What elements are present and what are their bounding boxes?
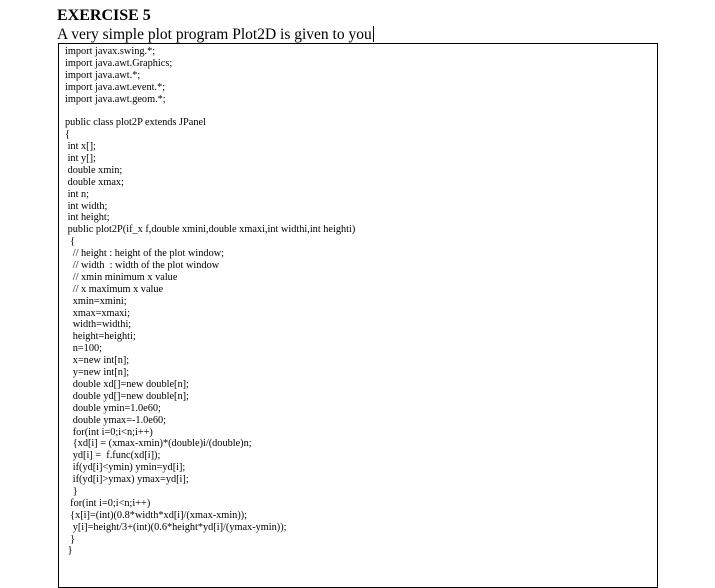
code-line: for(int i=0;i<n;i++): [65, 497, 151, 509]
code-line: double xd[]=new double[n];: [65, 378, 189, 390]
code-line: import java.awt.Graphics;: [65, 57, 173, 69]
code-line: {: [65, 129, 70, 141]
code-line: int x[];: [65, 141, 96, 153]
code-line: int width;: [65, 200, 108, 212]
code-line: }: [65, 545, 73, 557]
code-line: if(yd[i]>ymax) ymax=yd[i];: [65, 474, 189, 486]
code-line: // xmin minimum x value: [65, 271, 178, 283]
code-line: int y[];: [65, 153, 96, 165]
code-line: y=new int[n];: [65, 367, 130, 379]
exercise-heading: EXERCISE 5: [57, 7, 151, 24]
code-line: double xmax;: [65, 176, 124, 188]
code-line: n=100;: [65, 343, 102, 355]
code-line: double ymax=-1.0e60;: [65, 414, 167, 426]
code-line: double xmin;: [65, 164, 123, 176]
code-line: // width : width of the plot window: [65, 260, 220, 272]
text-cursor: [373, 26, 374, 42]
code-line: import java.awt.geom.*;: [65, 93, 166, 105]
code-line: }: [65, 533, 76, 545]
code-listing: [65, 46, 355, 557]
code-line: width=widthi;: [65, 319, 132, 331]
code-line: yd[i] = f.func(xd[i]);: [65, 450, 161, 462]
code-line: import java.awt.event.*;: [65, 81, 166, 93]
code-line: height=heighti;: [65, 331, 136, 343]
code-line: for(int i=0;i<n;i++): [65, 426, 153, 438]
code-line: import javax.swing.*;: [65, 46, 156, 57]
code-line: if(yd[i]<ymin) ymin=yd[i];: [65, 462, 186, 474]
code-line: double ymin=1.0e60;: [65, 402, 161, 414]
code-line: import java.awt.*;: [65, 69, 141, 81]
code-line: double yd[]=new double[n];: [65, 390, 189, 402]
code-line: [65, 105, 355, 117]
code-line: {: [65, 236, 76, 248]
code-line: }: [65, 485, 78, 497]
intro-text: [57, 25, 374, 45]
code-line: // height : height of the plot window;: [65, 248, 225, 260]
code-line: int n;: [65, 188, 90, 200]
intro-sentence: A very simple plot program Plot2D is given to you: [57, 26, 372, 43]
code-line: {x[i]=(int)(0.8*width*xd[i]/(xmax-xmin));: [65, 509, 248, 521]
code-line: xmin=xmini;: [65, 295, 127, 307]
code-line: {xd[i] = (xmax-xmin)*(double)i/(double)n;: [65, 438, 252, 450]
code-line: x=new int[n];: [65, 355, 130, 367]
code-listing-box: [58, 43, 658, 588]
code-line: xmax=xmaxi;: [65, 307, 131, 319]
code-line: public class plot2P extends JPanel: [65, 117, 206, 129]
code-line: public plot2P(if_x f,double xmini,double xmaxi,int widthi,int heighti): [65, 224, 356, 236]
code-line: y[i]=height/3+(int)(0.6*height*yd[i]/(ymax-ymin));: [65, 521, 287, 533]
code-line: // x maximum x value: [65, 283, 164, 295]
code-line: int height;: [65, 212, 110, 224]
